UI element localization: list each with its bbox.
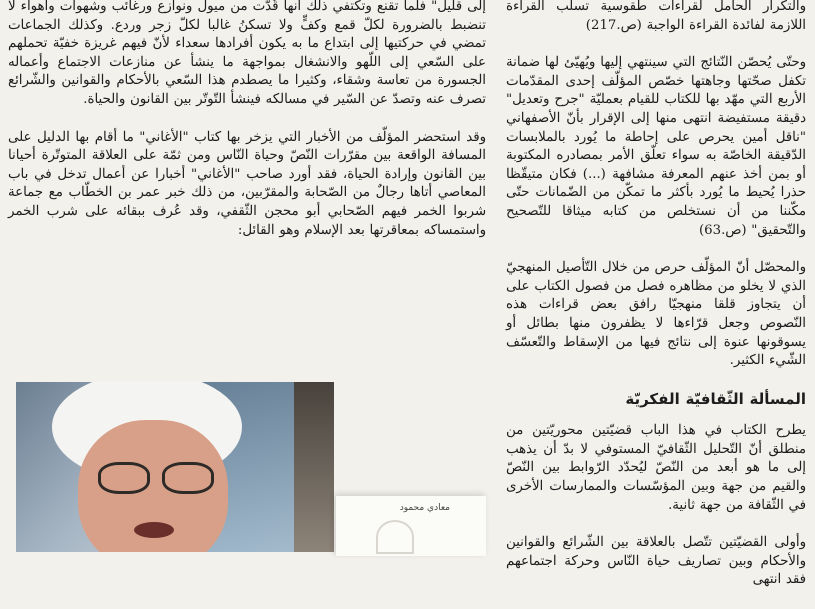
book-author: معادي محمود [399, 503, 450, 513]
portrait-mouth [134, 522, 174, 538]
right-paragraph-4: يطرح الكتاب في هذا الباب قضيّتين محوريّتين من منطلق أنّ التّحليل الثّقافيّ المستوفي لا بدّ أن يذهب إلى ما هو أبعد من النّصّ ليُحدّد الرّوابط بين النّصّ والقيم من جهة وبين المؤسّسات والممارسات الأخرى في الثّقافة من جهة ثانية. [506, 423, 806, 513]
book-emblem-icon [376, 520, 414, 554]
photo-side-panel [294, 382, 334, 552]
left-paragraph-2: وقد استحضر المؤلّف من الأخبار التي يزخر بها كتاب "الأغاني" ما أقام بها الدليل على المسافة الواقعة بين مقرّرات النّصّ وحياة النّاس ومن ثمّة على العلاقة المتوتّرة أحيانا بين القانون وإرادة الحياة، فقد أورد صاحب "الأغاني" أخبارا عن أعمال تدخل في باب المعاصي أتاها رجالٌ من الصّحابة والمقرّبين، من ذلك خبر عمر بن الخطّاب مع جماعة شربوا الخمر فيهم الصّحابي أبو محجن الثّقفي، وقد عُرف ببقائه على شرب الخمر واستمساكه بمعاقرتها بعد الإسلام وهو القائل: [8, 129, 486, 238]
section-heading: المسألة الثّقافيّة الفكريّة [625, 389, 806, 408]
book-cover [336, 496, 486, 556]
right-paragraph-3: والمحصّل أنّ المؤلّف حرص من خلال التّأصيل المنهجيّ الذي لا يخلو من مظاهره فصل من فصول الكتاب على أن يتجاوز قلقا منهجيّا رافق بعض قراءات هذه النّصوص وجعل قرّاءها لا يظفرون منها بطائل أو يسوقونها عنوة إلى نتائج فيها من الإسقاط والتّعسّف الشّيء الكثير. [506, 260, 806, 369]
left-paragraph-1: إلى قليل" فلما تقنع وتكتفي ذلك أنها قُدّت من ميول ونوازع ورغائب وشهوات وأهواء لا تنضبط بالضرورة لكلّ قمع وكفٍّ ولا تسكنُ غالبا لكلّ زجر وردع. وكذلك الجماعات تمضي في حركتيها إلى ابتداع ما به يكون أفرادها سعداء لأنّ فيهم غريزة خفيّة تحملهم على السّعي إلى اللّهو والانشغال بمواجهة ما ينشأ عن منازعات الاجتماع وأعماله الجسورة من تعاسة وشقاء، وكثيرا ما يصطدم هذا السّعي بالأحكام والقوانين والشّرائع تصرف عنه وتصدّ عن السّير في مسالكه فينشأ التّوتّر بين القانون والحياة. [8, 0, 486, 107]
right-column [506, 0, 806, 609]
right-paragraph-5: وأولى القضيّتين تتّصل بالعلاقة بين الشّرائع والقوانين والأحكام وبين تصاريف حياة النّاس وحركة اجتماعهم فقد انتهى [506, 535, 806, 588]
author-portrait-photo [16, 382, 294, 552]
portrait-glasses-icon [98, 462, 214, 492]
right-paragraph-1: والتكرار الحامل لقراءات طقوسية تسلب القراءة اللازمة لفائدة القراءة الواجبة (ص.217) [506, 0, 806, 33]
left-column [8, 0, 486, 259]
right-paragraph-2: وحتّى يُحصّن النّتائج التي سينتهي إليها ويُهيّئ لها ضمانة تكفل صحّتها وجاهتها خصّص المؤلّف إحدى المقدّمات الأربع التي مهّد بها للكتاب للقيام بعمليّة "جرح وتعديل" دقيقة مستفيضة انتهى منها إلى الإقرار بأنّ الأصفهاني "ناقل أمين يحرص على إحاطة ما يُورد بالملابسات الدّقيقة الخاصّة به سواء تعلّق الأمر بمصادره المكتوبة أو بمن أخذ عنهم المعرفة مشافهة (...) فكان متيقّظا حذرا يُحيط ما يُورد بأكثر ما تمكّن من الضّمانات حتّى مكّننا من أن نستخلص من كتابه ميثاقا للتّصحيح والتّحقيق" (ص.63) [506, 55, 806, 238]
